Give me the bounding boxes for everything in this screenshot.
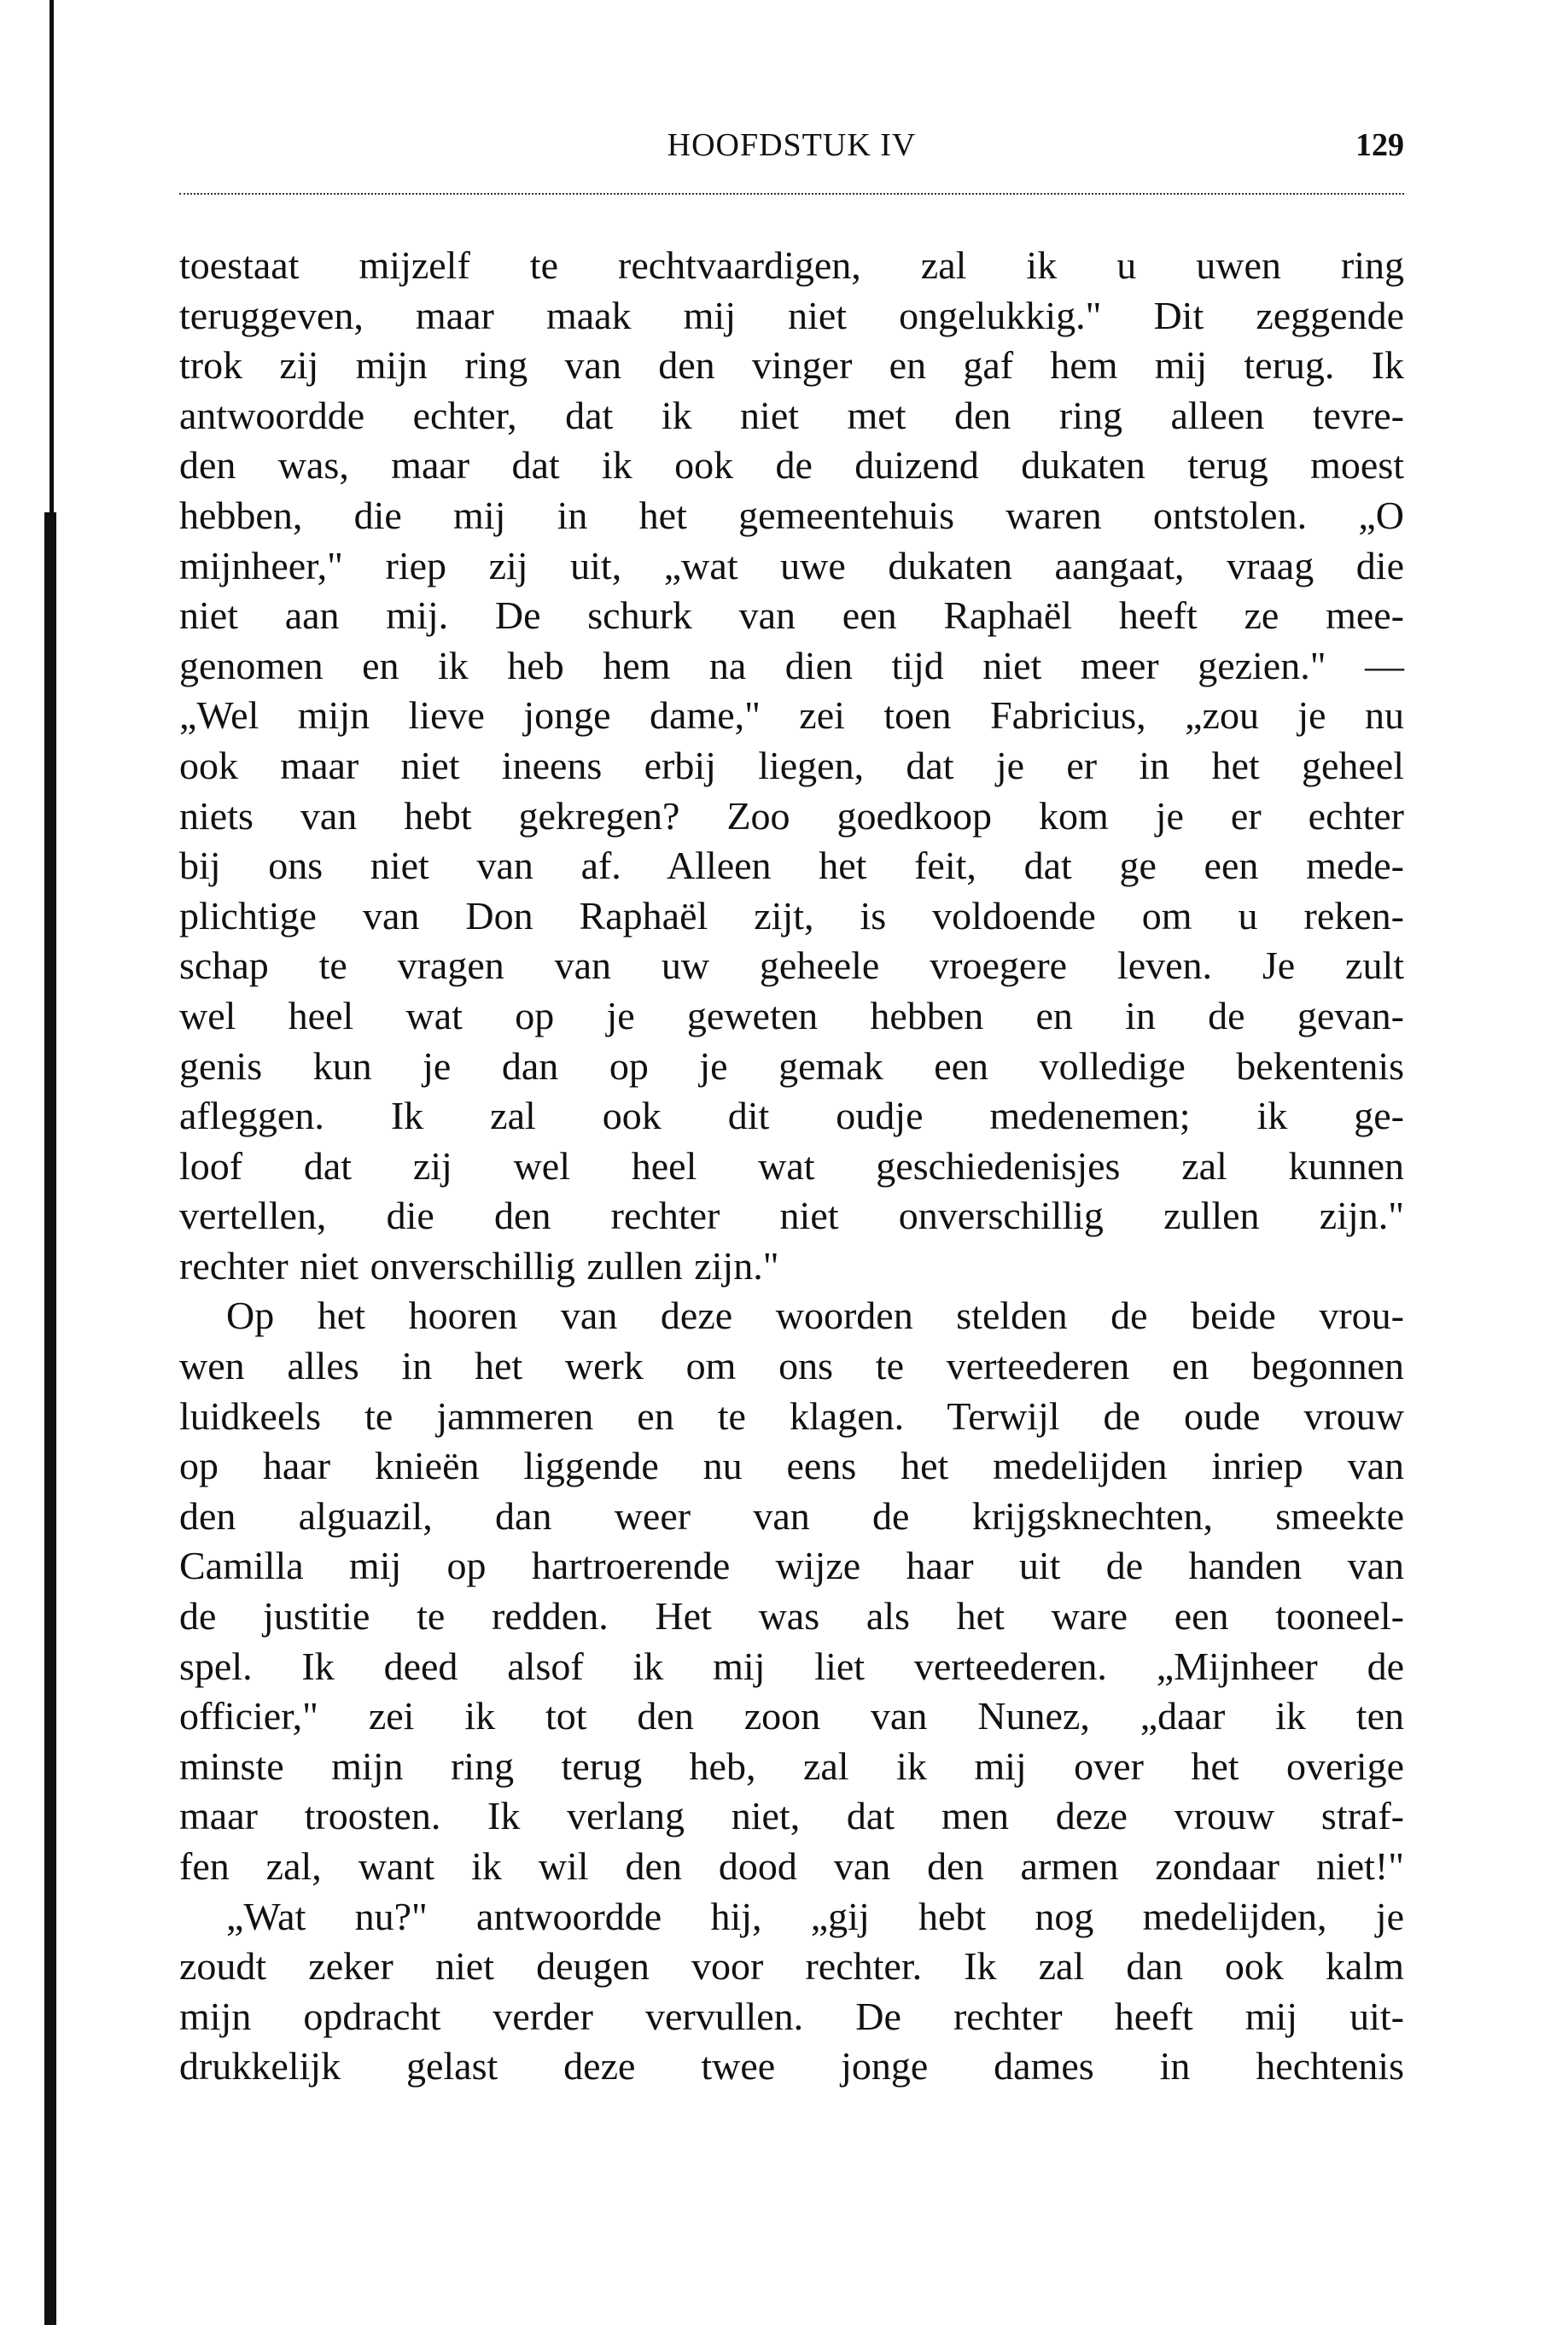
text-line: ook maar niet ineens erbij liegen, dat je er in het geheel	[179, 743, 1404, 787]
text-line: mijnheer," riep zij uit, „wat uwe dukaten aangaat, vraag die	[179, 543, 1404, 587]
text-line: den was, maar dat ik ook de duizend dukaten terug moest	[179, 443, 1404, 488]
text-line: Camilla mij op hartroerende wijze haar uit de handen van	[179, 1544, 1404, 1588]
text-line: afleggen. Ik zal ook dit oudje medenemen; ik ge-	[179, 1094, 1404, 1138]
text-line: zoudt zeker niet deugen voor rechter. Ik zal dan ook kalm	[179, 1944, 1404, 1989]
text-line: den alguazil, dan weer van de krijgsknechten, smeekte	[179, 1493, 1404, 1538]
text-line: officier," zei ik tot den zoon van Nunez, „daar ik ten	[179, 1694, 1404, 1738]
body-text	[179, 241, 1404, 2092]
text-line: niets van hebt gekregen? Zoo goedkoop kom je er echter	[179, 793, 1404, 838]
chapter-title: HOOFDSTUK IV	[667, 127, 917, 163]
text-line: antwoordde echter, dat ik niet met den ring alleen tevre-	[179, 393, 1404, 437]
page-binding-shadow	[44, 512, 56, 2325]
text-line: wel heel wat op je geweten hebben en in de gevan-	[179, 993, 1404, 1037]
text-line: maar troosten. Ik verlang niet, dat men deze vrouw straf-	[179, 1794, 1404, 1838]
text-line: spel. Ik deed alsof ik mij liet verteederen. „Mijnheer de	[179, 1644, 1404, 1688]
text-line: trok zij mijn ring van den vinger en gaf hem mij terug. Ik	[179, 343, 1404, 388]
text-line: „Wel mijn lieve jonge dame," zei toen Fabricius, „zou je nu	[179, 693, 1404, 738]
text-line: genis kun je dan op je gemak een volledige bekentenis	[179, 1043, 1404, 1088]
text-line: vertellen, die den rechter niet onverschillig zullen zijn."	[179, 1194, 1404, 1238]
text-line: op haar knieën liggende nu eens het medelijden inriep van	[179, 1444, 1404, 1488]
page-number: 129	[1355, 127, 1404, 163]
text-line: de justitie te redden. Het was als het ware een tooneel-	[179, 1594, 1404, 1639]
text-line: luidkeels te jammeren en te klagen. Terwijl de oude vrouw	[179, 1393, 1404, 1438]
text-line: schap te vragen van uw geheele vroegere leven. Je zult	[179, 943, 1404, 988]
text-line: fen zal, want ik wil den dood van den armen zondaar niet!"	[179, 1844, 1404, 1888]
text-line: bij ons niet van af. Alleen het feit, dat ge een mede-	[179, 844, 1404, 888]
text-line: „Wat nu?" antwoordde hij, „gij hebt nog medelijden, je	[226, 1894, 1404, 1938]
text-line: plichtige van Don Raphaël zijt, is voldoende om u reken-	[179, 893, 1404, 938]
text-line: loof dat zij wel heel wat geschiedenisjes zal kunnen	[179, 1143, 1404, 1188]
text-line: hebben, die mij in het gemeentehuis waren ontstolen. „O	[179, 493, 1404, 537]
text-line: Op het hooren van deze woorden stelden de beide vrou-	[226, 1294, 1404, 1338]
text-line: toestaat mijzelf te rechtvaardigen, zal ik u uwen ring	[179, 243, 1404, 287]
text-line: mijn opdracht verder vervullen. De rechter heeft mij uit-	[179, 1994, 1404, 2038]
text-line: wen alles in het werk om ons te verteederen en begonnen	[179, 1344, 1404, 1388]
text-line: niet aan mij. De schurk van een Raphaël heeft ze mee-	[179, 593, 1404, 638]
text-line: teruggeven, maar maak mij niet ongelukkig." Dit zeggende	[179, 293, 1404, 337]
text-line: genomen en ik heb hem na dien tijd niet meer gezien." —	[179, 643, 1404, 687]
header-dotted-rule	[179, 193, 1404, 195]
text-line: minste mijn ring terug heb, zal ik mij over het overige	[179, 1744, 1404, 1788]
running-header	[179, 126, 1404, 169]
text-line: drukkelijk gelast deze twee jonge dames in hechtenis	[179, 2044, 1404, 2088]
text-line: rechter niet onverschillig zullen zijn."	[179, 1243, 779, 1288]
